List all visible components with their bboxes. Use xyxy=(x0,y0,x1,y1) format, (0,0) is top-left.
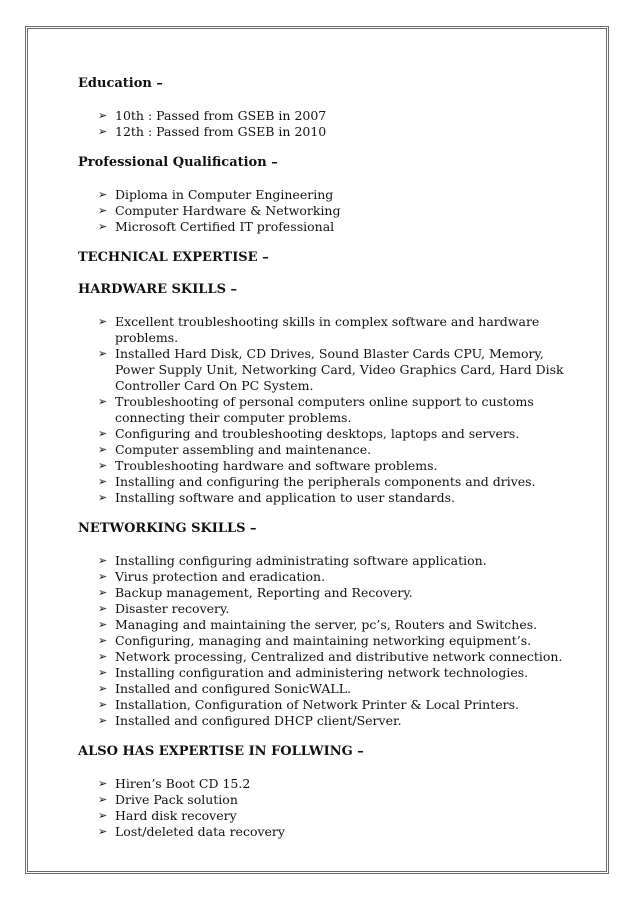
arrowhead-bullet-icon: ➢ xyxy=(98,793,108,806)
list-item: ➢ Installed Hard Disk, CD Drives, Sound Blaster Cards CPU, Memory, Power Supply Unit, Networking Card, Video Graphics Card, Hard Disk Controller Card On PC System. xyxy=(98,346,564,393)
education-list xyxy=(78,108,578,140)
list-item: ➢ Installing software and application to user standards. xyxy=(98,490,456,505)
hardware-skills-list xyxy=(78,314,578,506)
arrowhead-bullet-icon: ➢ xyxy=(98,109,108,122)
arrowhead-bullet-icon: ➢ xyxy=(98,809,108,822)
list-item: ➢ Managing and maintaining the server, pc’s, Routers and Switches. xyxy=(98,617,538,632)
list-item: ➢ Excellent troubleshooting skills in complex software and hardware problems. xyxy=(98,314,540,345)
arrowhead-bullet-icon: ➢ xyxy=(98,188,108,201)
arrowhead-bullet-icon: ➢ xyxy=(98,602,108,615)
arrowhead-bullet-icon: ➢ xyxy=(98,315,108,328)
arrowhead-bullet-icon: ➢ xyxy=(98,220,108,233)
arrowhead-bullet-icon: ➢ xyxy=(98,634,108,647)
arrowhead-bullet-icon: ➢ xyxy=(98,825,108,838)
document-content xyxy=(78,76,578,840)
list-item: ➢ Installing configuring administrating software application. xyxy=(98,553,487,568)
list-item: ➢ Drive Pack solution xyxy=(98,792,238,807)
list-item: ➢ 10th : Passed from GSEB in 2007 xyxy=(98,108,327,123)
arrowhead-bullet-icon: ➢ xyxy=(98,698,108,711)
arrowhead-bullet-icon: ➢ xyxy=(98,777,108,790)
technical-expertise-heading: TECHNICAL EXPERTISE – xyxy=(78,250,269,265)
networking-skills-heading: NETWORKING SKILLS – xyxy=(78,521,257,536)
list-item: ➢ Lost/deleted data recovery xyxy=(98,824,285,839)
arrowhead-bullet-icon: ➢ xyxy=(98,650,108,663)
list-item: ➢ Backup management, Reporting and Recovery. xyxy=(98,585,413,600)
list-item: ➢ Installation, Configuration of Network Printer & Local Printers. xyxy=(98,697,520,712)
list-item: ➢ Computer assembling and maintenance. xyxy=(98,442,372,457)
list-item: ➢ Installed and configured SonicWALL. xyxy=(98,681,352,696)
arrowhead-bullet-icon: ➢ xyxy=(98,427,108,440)
list-item: ➢ 12th : Passed from GSEB in 2010 xyxy=(98,124,327,139)
arrowhead-bullet-icon: ➢ xyxy=(98,554,108,567)
list-item: ➢ Troubleshooting of personal computers online support to customs connecting their computer problems. xyxy=(98,394,534,425)
list-item: ➢ Troubleshooting hardware and software problems. xyxy=(98,458,438,473)
arrowhead-bullet-icon: ➢ xyxy=(98,125,108,138)
also-expertise-list xyxy=(78,776,578,840)
list-item: ➢ Installing and configuring the peripherals components and drives. xyxy=(98,474,536,489)
arrowhead-bullet-icon: ➢ xyxy=(98,395,108,408)
list-item: ➢ Installing configuration and administering network technologies. xyxy=(98,665,529,680)
list-item: ➢ Configuring, managing and maintaining networking equipment’s. xyxy=(98,633,532,648)
arrowhead-bullet-icon: ➢ xyxy=(98,347,108,360)
networking-skills-list xyxy=(78,553,578,729)
arrowhead-bullet-icon: ➢ xyxy=(98,666,108,679)
list-item: ➢ Installed and configured DHCP client/Server. xyxy=(98,713,402,728)
list-item: ➢ Diploma in Computer Engineering xyxy=(98,187,334,202)
also-expertise-heading: ALSO HAS EXPERTISE IN FOLLWING – xyxy=(78,744,364,759)
list-item: ➢ Hiren’s Boot CD 15.2 xyxy=(98,776,251,791)
list-item: ➢ Microsoft Certified IT professional xyxy=(98,219,335,234)
arrowhead-bullet-icon: ➢ xyxy=(98,570,108,583)
arrowhead-bullet-icon: ➢ xyxy=(98,682,108,695)
arrowhead-bullet-icon: ➢ xyxy=(98,443,108,456)
list-item: ➢ Virus protection and eradication. xyxy=(98,569,326,584)
list-item: ➢ Configuring and troubleshooting desktops, laptops and servers. xyxy=(98,426,520,441)
list-item: ➢ Disaster recovery. xyxy=(98,601,230,616)
arrowhead-bullet-icon: ➢ xyxy=(98,459,108,472)
hardware-skills-heading: HARDWARE SKILLS – xyxy=(78,282,238,297)
list-item: ➢ Computer Hardware & Networking xyxy=(98,203,341,218)
arrowhead-bullet-icon: ➢ xyxy=(98,475,108,488)
arrowhead-bullet-icon: ➢ xyxy=(98,714,108,727)
arrowhead-bullet-icon: ➢ xyxy=(98,491,108,504)
qualification-list xyxy=(78,187,578,235)
arrowhead-bullet-icon: ➢ xyxy=(98,586,108,599)
arrowhead-bullet-icon: ➢ xyxy=(98,204,108,217)
list-item: ➢ Hard disk recovery xyxy=(98,808,237,823)
arrowhead-bullet-icon: ➢ xyxy=(98,618,108,631)
professional-qualification-heading: Professional Qualification – xyxy=(78,155,278,170)
education-heading: Education – xyxy=(78,76,163,91)
list-item: ➢ Network processing, Centralized and distributive network connection. xyxy=(98,649,563,664)
